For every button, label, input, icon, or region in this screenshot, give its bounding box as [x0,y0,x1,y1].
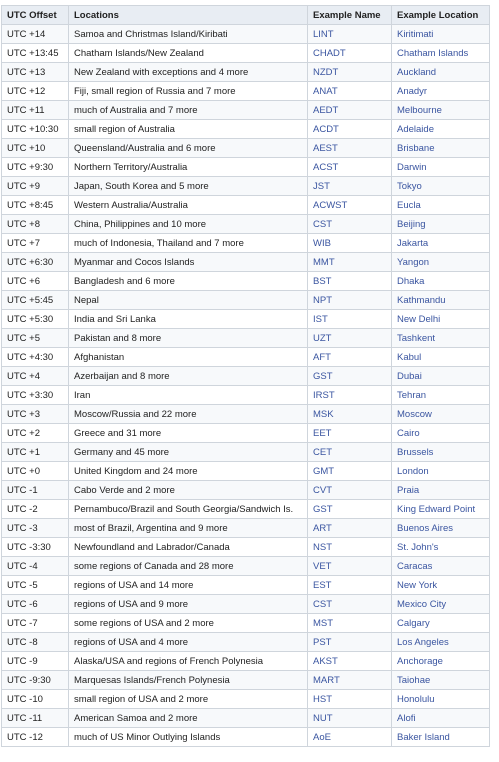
table-row [2,538,490,557]
cell-example-name[interactable]: AKST [308,652,392,671]
cell-utc-offset: UTC +3 [2,405,69,424]
cell-example-location[interactable]: Los Angeles [392,633,490,652]
table-row [2,196,490,215]
cell-utc-offset: UTC +3:30 [2,386,69,405]
cell-locations: Moscow/Russia and 22 more [69,405,308,424]
cell-locations: Cabo Verde and 2 more [69,481,308,500]
cell-example-location[interactable]: King Edward Point [392,500,490,519]
cell-example-name[interactable]: NST [308,538,392,557]
cell-example-location[interactable]: Taiohae [392,671,490,690]
table-row [2,576,490,595]
table-row [2,329,490,348]
cell-example-name[interactable]: NPT [308,291,392,310]
cell-example-name[interactable]: HST [308,690,392,709]
cell-utc-offset: UTC -12 [2,728,69,747]
cell-example-location[interactable]: Anadyr [392,82,490,101]
cell-utc-offset: UTC -6 [2,595,69,614]
cell-example-location[interactable]: Honolulu [392,690,490,709]
table-row [2,728,490,747]
cell-example-location[interactable]: Beijing [392,215,490,234]
cell-utc-offset: UTC -3:30 [2,538,69,557]
cell-locations: Nepal [69,291,308,310]
table-row [2,367,490,386]
cell-utc-offset: UTC -9 [2,652,69,671]
table-row [2,101,490,120]
cell-locations: Japan, South Korea and 5 more [69,177,308,196]
table-row [2,557,490,576]
cell-locations: Marquesas Islands/French Polynesia [69,671,308,690]
table-row [2,253,490,272]
cell-example-name[interactable]: JST [308,177,392,196]
cell-example-name[interactable]: GST [308,500,392,519]
cell-example-name[interactable]: AEST [308,139,392,158]
cell-example-name[interactable]: IRST [308,386,392,405]
cell-example-location[interactable]: Tokyo [392,177,490,196]
cell-utc-offset: UTC +10:30 [2,120,69,139]
table-row [2,481,490,500]
cell-example-name[interactable]: ACWST [308,196,392,215]
cell-example-name[interactable]: VET [308,557,392,576]
cell-utc-offset: UTC +6 [2,272,69,291]
cell-example-name[interactable]: NUT [308,709,392,728]
cell-locations: Queensland/Australia and 6 more [69,139,308,158]
cell-example-location[interactable]: London [392,462,490,481]
cell-locations: American Samoa and 2 more [69,709,308,728]
table-row [2,671,490,690]
table-row [2,120,490,139]
cell-utc-offset: UTC +14 [2,25,69,44]
cell-utc-offset: UTC -1 [2,481,69,500]
cell-example-location[interactable]: Anchorage [392,652,490,671]
table-header [2,6,490,25]
cell-example-name[interactable]: AoE [308,728,392,747]
cell-example-location[interactable]: Tashkent [392,329,490,348]
cell-example-name[interactable]: MSK [308,405,392,424]
table-row [2,595,490,614]
cell-example-location[interactable]: Calgary [392,614,490,633]
cell-locations: Pakistan and 8 more [69,329,308,348]
cell-example-location[interactable]: Moscow [392,405,490,424]
table-row [2,633,490,652]
cell-locations: Northern Territory/Australia [69,158,308,177]
table-row [2,652,490,671]
cell-locations: much of US Minor Outlying Islands [69,728,308,747]
cell-utc-offset: UTC +13:45 [2,44,69,63]
table-row [2,215,490,234]
cell-example-location[interactable]: St. John's [392,538,490,557]
cell-utc-offset: UTC +6:30 [2,253,69,272]
cell-example-name[interactable]: NZDT [308,63,392,82]
cell-locations: Fiji, small region of Russia and 7 more [69,82,308,101]
cell-example-location[interactable]: Caracas [392,557,490,576]
cell-example-location[interactable]: Jakarta [392,234,490,253]
cell-locations: Western Australia/Australia [69,196,308,215]
cell-example-location[interactable]: Dubai [392,367,490,386]
cell-utc-offset: UTC +13 [2,63,69,82]
timezone-table [1,5,490,747]
cell-example-name[interactable]: MART [308,671,392,690]
cell-example-location[interactable]: Melbourne [392,101,490,120]
cell-locations: Alaska/USA and regions of French Polynesia [69,652,308,671]
cell-utc-offset: UTC -2 [2,500,69,519]
cell-example-name[interactable]: WIB [308,234,392,253]
table-row [2,63,490,82]
header-row [2,6,490,25]
table-row [2,25,490,44]
table-row [2,519,490,538]
header-utc-offset: UTC Offset [2,6,69,25]
cell-example-name[interactable]: MMT [308,253,392,272]
cell-utc-offset: UTC -8 [2,633,69,652]
cell-locations: much of Indonesia, Thailand and 7 more [69,234,308,253]
cell-locations: much of Australia and 7 more [69,101,308,120]
cell-utc-offset: UTC -3 [2,519,69,538]
cell-example-location[interactable]: Auckland [392,63,490,82]
table-row [2,386,490,405]
cell-utc-offset: UTC -10 [2,690,69,709]
cell-locations: Germany and 45 more [69,443,308,462]
cell-locations: Iran [69,386,308,405]
cell-locations: small region of USA and 2 more [69,690,308,709]
cell-example-location[interactable]: Brussels [392,443,490,462]
cell-example-name[interactable]: EST [308,576,392,595]
cell-example-name[interactable]: ART [308,519,392,538]
cell-utc-offset: UTC +9:30 [2,158,69,177]
cell-utc-offset: UTC +5:30 [2,310,69,329]
cell-example-name[interactable]: AFT [308,348,392,367]
cell-example-name[interactable]: IST [308,310,392,329]
cell-utc-offset: UTC +0 [2,462,69,481]
cell-locations: Greece and 31 more [69,424,308,443]
cell-example-location[interactable]: Mexico City [392,595,490,614]
table-row [2,272,490,291]
table-body [2,25,490,747]
cell-example-name[interactable]: GST [308,367,392,386]
cell-example-name[interactable]: CST [308,595,392,614]
cell-example-location[interactable]: Chatham Islands [392,44,490,63]
cell-utc-offset: UTC +8 [2,215,69,234]
cell-utc-offset: UTC +2 [2,424,69,443]
cell-locations: Azerbaijan and 8 more [69,367,308,386]
cell-locations: China, Philippines and 10 more [69,215,308,234]
cell-example-name[interactable]: MST [308,614,392,633]
cell-example-location[interactable]: New York [392,576,490,595]
table-row [2,177,490,196]
cell-example-name[interactable]: EET [308,424,392,443]
table-row [2,443,490,462]
cell-example-location[interactable]: Darwin [392,158,490,177]
cell-example-location[interactable]: Brisbane [392,139,490,158]
cell-example-name[interactable]: LINT [308,25,392,44]
cell-locations: regions of USA and 4 more [69,633,308,652]
cell-locations: India and Sri Lanka [69,310,308,329]
cell-example-name[interactable]: GMT [308,462,392,481]
cell-locations: regions of USA and 14 more [69,576,308,595]
cell-utc-offset: UTC -5 [2,576,69,595]
cell-utc-offset: UTC +12 [2,82,69,101]
cell-locations: Samoa and Christmas Island/Kiribati [69,25,308,44]
cell-example-name[interactable]: BST [308,272,392,291]
cell-example-location[interactable]: Dhaka [392,272,490,291]
table-row [2,310,490,329]
cell-example-location[interactable]: New Delhi [392,310,490,329]
cell-example-name[interactable]: ANAT [308,82,392,101]
cell-example-name[interactable]: CVT [308,481,392,500]
table-row [2,614,490,633]
cell-locations: Pernambuco/Brazil and South Georgia/Sandwich Is. [69,500,308,519]
cell-example-location[interactable]: Kabul [392,348,490,367]
cell-utc-offset: UTC +1 [2,443,69,462]
cell-example-location[interactable]: Buenos Aires [392,519,490,538]
cell-example-name[interactable]: ACST [308,158,392,177]
table-row [2,500,490,519]
cell-example-location[interactable]: Tehran [392,386,490,405]
cell-utc-offset: UTC +11 [2,101,69,120]
table-row [2,139,490,158]
cell-utc-offset: UTC -9:30 [2,671,69,690]
cell-utc-offset: UTC +7 [2,234,69,253]
cell-locations: most of Brazil, Argentina and 9 more [69,519,308,538]
cell-locations: some regions of Canada and 28 more [69,557,308,576]
cell-example-name[interactable]: CHADT [308,44,392,63]
table-row [2,348,490,367]
cell-locations: regions of USA and 9 more [69,595,308,614]
timezone-table-container [1,5,489,747]
cell-locations: Chatham Islands/New Zealand [69,44,308,63]
table-row [2,82,490,101]
table-row [2,709,490,728]
cell-example-location[interactable]: Cairo [392,424,490,443]
cell-locations: Myanmar and Cocos Islands [69,253,308,272]
cell-utc-offset: UTC +4 [2,367,69,386]
cell-locations: Afghanistan [69,348,308,367]
cell-locations: some regions of USA and 2 more [69,614,308,633]
cell-locations: Bangladesh and 6 more [69,272,308,291]
cell-utc-offset: UTC +4:30 [2,348,69,367]
cell-example-name[interactable]: CST [308,215,392,234]
cell-example-location[interactable]: Eucla [392,196,490,215]
cell-utc-offset: UTC -4 [2,557,69,576]
cell-example-name[interactable]: AEDT [308,101,392,120]
cell-locations: small region of Australia [69,120,308,139]
cell-utc-offset: UTC +8:45 [2,196,69,215]
cell-example-name[interactable]: CET [308,443,392,462]
cell-example-name[interactable]: PST [308,633,392,652]
header-example-location: Example Location [392,6,490,25]
cell-locations: Newfoundland and Labrador/Canada [69,538,308,557]
cell-example-location[interactable]: Adelaide [392,120,490,139]
cell-utc-offset: UTC +5 [2,329,69,348]
table-row [2,405,490,424]
cell-utc-offset: UTC +9 [2,177,69,196]
table-row [2,291,490,310]
table-row [2,424,490,443]
cell-locations: United Kingdom and 24 more [69,462,308,481]
cell-example-location[interactable]: Yangon [392,253,490,272]
table-row [2,158,490,177]
table-row [2,44,490,63]
cell-utc-offset: UTC -7 [2,614,69,633]
table-row [2,462,490,481]
cell-example-location[interactable]: Baker Island [392,728,490,747]
cell-example-name[interactable]: ACDT [308,120,392,139]
table-row [2,690,490,709]
cell-example-location[interactable]: Kiritimati [392,25,490,44]
cell-utc-offset: UTC -11 [2,709,69,728]
header-locations: Locations [69,6,308,25]
cell-locations: New Zealand with exceptions and 4 more [69,63,308,82]
cell-example-location[interactable]: Praia [392,481,490,500]
cell-utc-offset: UTC +10 [2,139,69,158]
table-row [2,234,490,253]
header-example-name: Example Name [308,6,392,25]
cell-utc-offset: UTC +5:45 [2,291,69,310]
cell-example-location[interactable]: Alofi [392,709,490,728]
cell-example-location[interactable]: Kathmandu [392,291,490,310]
cell-example-name[interactable]: UZT [308,329,392,348]
